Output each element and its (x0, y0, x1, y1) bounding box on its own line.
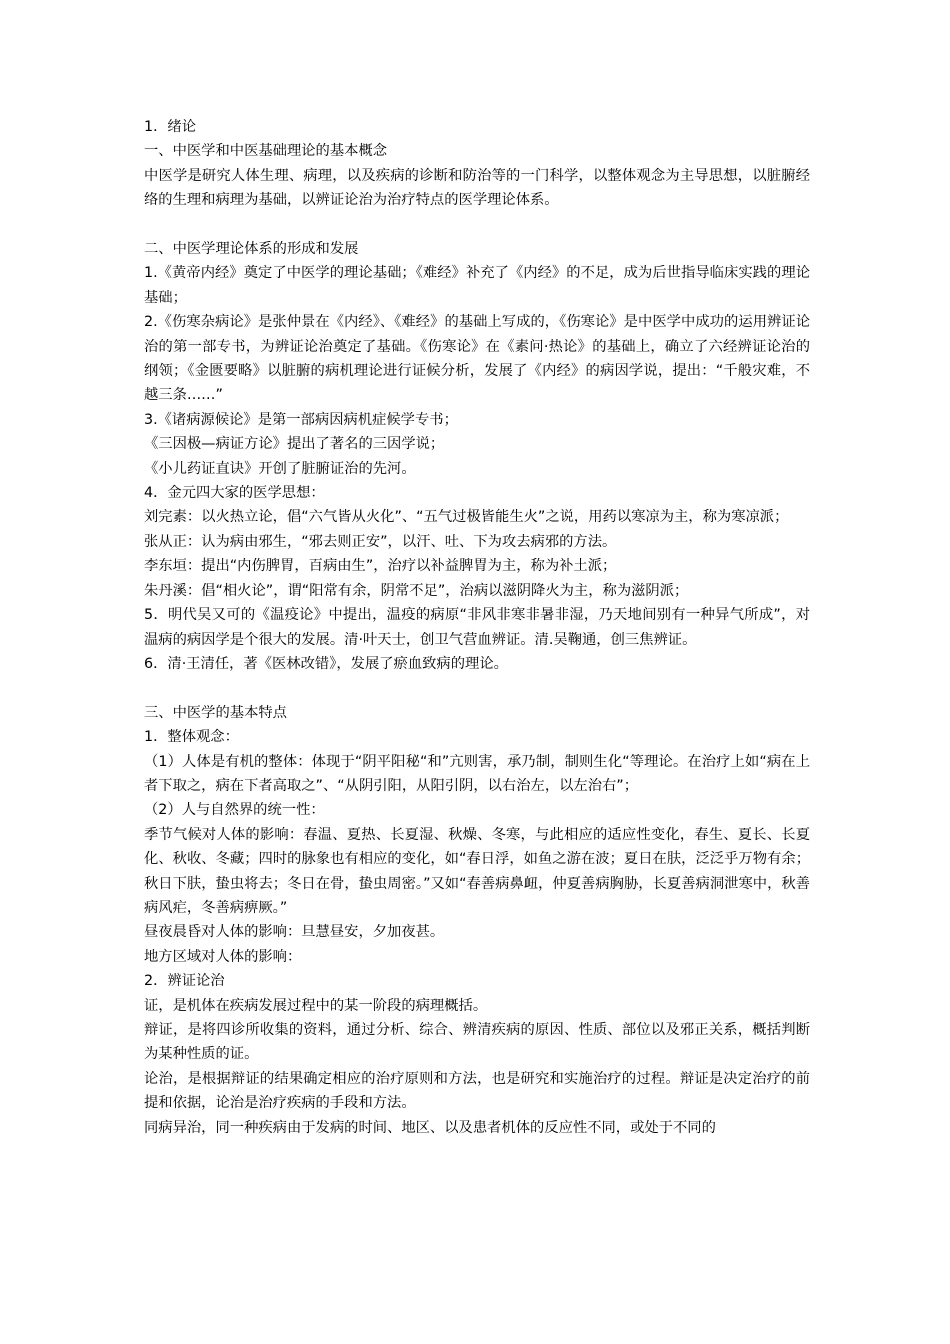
section-heading: 一、中医学和中医基础理论的基本概念 (144, 143, 388, 160)
paragraph: 论治，是根据辩证的结果确定相应的治疗原则和方法，也是研究和实施治疗的过程。辩证是决定治疗的前提和依据，论治是治疗疾病的手段和方法。 (144, 1070, 810, 1112)
paragraph: 地方区域对人体的影响： (144, 948, 302, 965)
paragraph: 6．清·王清任，著《医林改错》，发展了瘀血致病的理论。 (144, 655, 508, 672)
paragraph: 《三因极—病证方论》提出了著名的三因学说； (144, 436, 445, 453)
paragraph: 辩证，是将四诊所收集的资料，通过分析、综合、辨清疾病的原因、性质、部位以及邪正关系，概括判断为某种性质的证。 (144, 1022, 810, 1063)
paragraph: 张从正：认为病由邪生，“邪去则正安”，以汗、吐、下为攻去病邪的方法。 (144, 533, 617, 550)
paragraph: 1．整体观念： (144, 729, 239, 746)
paragraph: （2）人与自然界的统一性： (144, 802, 325, 819)
section-heading: 二、中医学理论体系的形成和发展 (144, 241, 359, 258)
section-heading: 三、中医学的基本特点 (144, 704, 287, 721)
paragraph: （1）人体是有机的整体：体现于“阴平阳秘“和”亢则害，承乃制，制则生化“等理论。在治疗上如“病在上者下取之，病在下者高取之”、“从阴引阳，从阳引阴，以右治左，以左治右”； (144, 753, 810, 794)
blank-line (144, 676, 810, 700)
blank-line (144, 213, 810, 237)
paragraph: 同病异治，同一种疾病由于发病的时间、地区、以及患者机体的反应性不同，或处于不同的 (144, 1119, 716, 1136)
paragraph: 刘完素：以火热立论，倡“六气皆从火化”、“五气过极皆能生火”之说，用药以寒凉为主，称为寒凉派； (144, 509, 789, 526)
paragraph: 5．明代吴又可的《温疫论》中提出，温疫的病原“非风非寒非暑非湿，乃天地间别有一种异气所成”，对温病的病因学是个很大的发展。清·叶天士，创卫气营血辨证。清.吴鞠通，创三焦辨证。 (144, 607, 810, 648)
paragraph: 证，是机体在疾病发展过程中的某一阶段的病理概括。 (144, 997, 488, 1014)
document-body (144, 115, 810, 1140)
paragraph: 1.《黄帝内经》奠定了中医学的理论基础；《难经》补充了《内经》的不足，成为后世指导临床实践的理论基础； (144, 265, 810, 306)
chapter-heading: 1．绪论 (144, 119, 196, 135)
paragraph: 中医学是研究人体生理、病理，以及疾病的诊断和防治等的一门科学，以整体观念为主导思想，以脏腑经络的生理和病理为基础，以辨证论治为治疗特点的医学理论体系。 (144, 167, 810, 209)
paragraph: 朱丹溪：倡“相火论”，谓“阳常有余，阴常不足”，治病以滋阴降火为主，称为滋阴派； (144, 582, 689, 599)
paragraph: 4．金元四大家的医学思想： (144, 485, 325, 502)
paragraph: 《小儿药证直诀》开创了脏腑证治的先河。 (144, 460, 416, 477)
paragraph: 季节气候对人体的影响：春温、夏热、长夏湿、秋燥、冬寒，与此相应的适应性变化，春生、夏长、长夏化、秋收、冬藏；四时的脉象也有相应的变化，如“春日浮，如鱼之游在波；夏日在肤，泛泛乎万物有余；秋日下肤，蛰虫将去；冬日在骨，蛰虫周密。”又如“春善病鼻衄，仲夏善病胸胁，长夏善病洞泄寒中，秋善病风疟，冬善病痹厥。” (144, 826, 810, 916)
paragraph: 2．辨证论治 (144, 973, 225, 990)
paragraph: 2.《伤寒杂病论》是张仲景在《内经》、《难经》的基础上写成的，《伤寒论》是中医学中成功的运用辨证论治的第一部专书，为辨证论治奠定了基础。《伤寒论》在《素问·热论》的基础上，确立了六经辨证论治的纲领；《金匮要略》以脏腑的病机理论进行证候分析，发展了《内经》的病因学说，提出：“千般灾难，不越三条……” (144, 314, 810, 404)
paragraph: 3.《诸病源候论》是第一部病因病机症候学专书； (144, 411, 458, 428)
paragraph: 昼夜晨昏对人体的影响：旦慧昼安，夕加夜甚。 (144, 924, 445, 941)
paragraph: 李东垣：提出“内伤脾胃，百病由生”，治疗以补益脾胃为主，称为补土派； (144, 558, 617, 575)
